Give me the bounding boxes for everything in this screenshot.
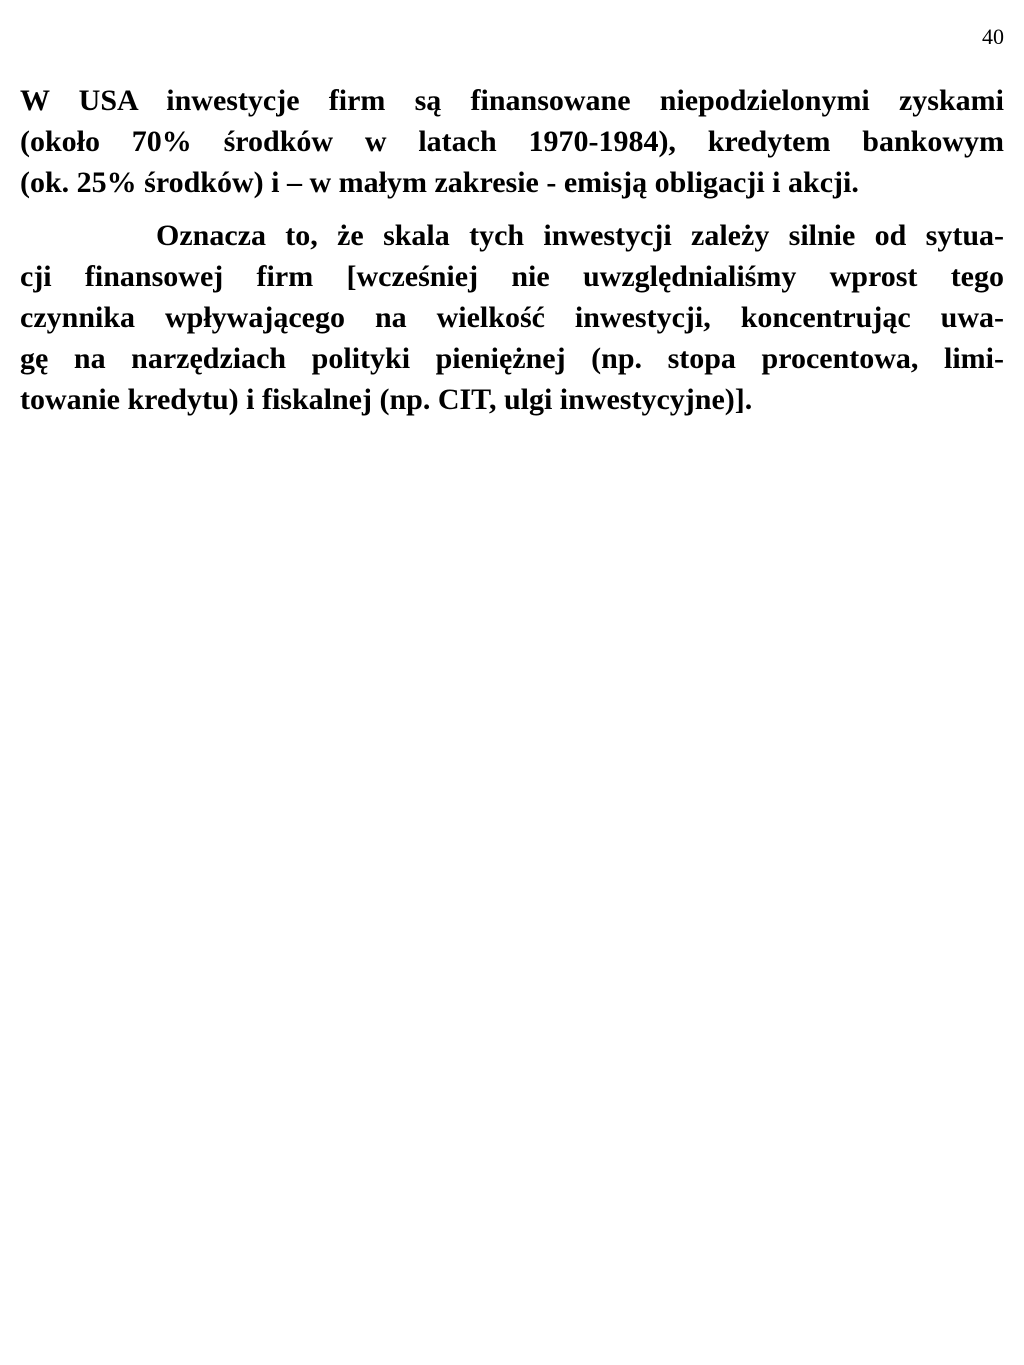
text-line: towanie kredytu) i fiskalnej (np. CIT, ulgi inwestycyjne)]. xyxy=(20,383,753,416)
page-number: 40 xyxy=(982,24,1004,49)
text-line: cji finansowej firm [wcześniej nie uwzględnialiśmy wprost tego xyxy=(20,260,1004,293)
paragraph-investment-financing xyxy=(20,80,1004,203)
text-line: (ok. 25% środków) i – w małym zakresie - emisją obligacji i akcji. xyxy=(20,166,859,199)
text-line: gę na narzędziach polityki pieniężnej (np. stopa procentowa, limi- xyxy=(20,342,1004,375)
document-body xyxy=(20,80,1004,420)
text-line: W USA inwestycje firm są finansowane niepodzielonymi zyskami xyxy=(20,84,1004,117)
text-line: czynnika wpływającego na wielkość inwestycji, koncentrując uwa- xyxy=(20,301,1004,334)
paragraph-financial-situation xyxy=(20,215,1004,420)
text-line: Oznacza to, że skala tych inwestycji zależy silnie od sytua- xyxy=(156,219,1004,252)
text-line: (około 70% środków w latach 1970-1984), kredytem bankowym xyxy=(20,125,1004,158)
